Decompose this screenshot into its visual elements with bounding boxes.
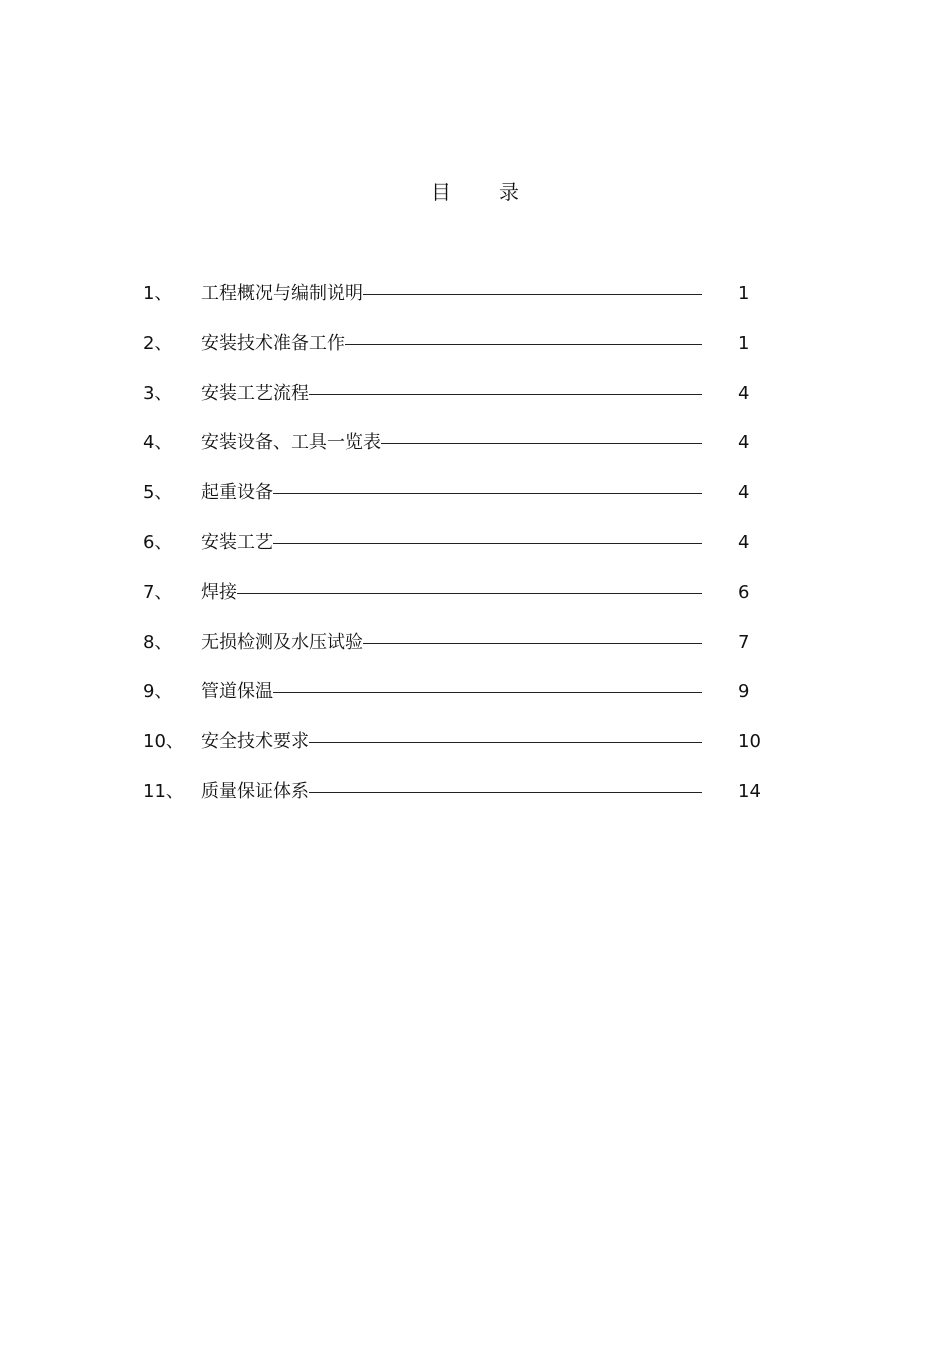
toc-leader-line [363,643,702,644]
toc-entry-number: 2、 [143,332,173,354]
toc-entry-number: 1、 [143,283,173,304]
toc-entry[interactable] [0,678,950,728]
toc-entry-label: 质量保证体系 [201,780,309,802]
toc-entry-number: 4、 [143,432,173,454]
toc-entry-page: 1 [738,332,750,354]
toc-leader-line [273,692,702,693]
toc-entry-page: 6 [738,581,750,603]
toc-entry[interactable] [0,280,950,330]
toc-entry-body [201,728,702,756]
toc-entry[interactable] [0,529,950,579]
toc-leader-line [381,443,702,444]
toc-entry-label: 安装设备、工具一览表 [201,432,381,454]
page-title [0,178,950,206]
toc-entry-page: 4 [738,482,750,504]
toc-entry-page: 10 [738,731,761,753]
toc-entry-body [201,330,702,358]
toc-entry-body [201,678,702,706]
toc-entry-label: 起重设备 [201,482,273,504]
toc-entry-number: 9、 [143,681,173,703]
toc-entry[interactable] [0,429,950,479]
toc-entry-body [201,778,702,806]
toc-leader-line [309,792,702,793]
toc-entry-body [201,429,702,457]
toc-entry-label: 工程概况与编制说明 [201,283,363,304]
toc-entry-label: 安装工艺 [201,531,273,553]
toc-entry[interactable] [0,330,950,380]
toc-entry-number: 5、 [143,482,173,504]
table-of-contents [0,280,950,828]
title-char-1: 目 [431,180,451,204]
toc-entry-label: 管道保温 [201,681,273,703]
toc-entry-page: 4 [738,382,750,404]
toc-leader-line [273,543,702,544]
toc-entry-number: 10、 [143,731,184,753]
toc-entry-number: 6、 [143,531,173,553]
toc-entry-page: 1 [738,283,750,304]
toc-entry-body [201,579,702,607]
toc-entry-page: 4 [738,432,750,454]
toc-entry-body [201,629,702,657]
toc-entry-body [201,280,702,308]
toc-leader-line [273,493,702,494]
toc-entry-body [201,380,702,408]
toc-entry-number: 8、 [143,631,173,653]
toc-leader-line [237,593,702,594]
toc-entry-page: 9 [738,681,750,703]
toc-leader-line [309,742,702,743]
toc-entry[interactable] [0,579,950,629]
toc-leader-line [345,344,702,345]
toc-entry-body [201,479,702,507]
title-char-2: 录 [499,180,519,204]
toc-entry-number: 7、 [143,581,173,603]
toc-entry[interactable] [0,778,950,828]
toc-entry-number: 3、 [143,382,173,404]
toc-entry[interactable] [0,479,950,529]
toc-leader-line [309,394,702,395]
toc-entry-body [201,529,702,557]
toc-entry-page: 4 [738,531,750,553]
toc-entry-number: 11、 [143,780,184,802]
toc-entry-page: 7 [738,631,750,653]
toc-entry-label: 无损检测及水压试验 [201,631,363,653]
toc-entry-label: 安全技术要求 [201,731,309,753]
toc-entry[interactable] [0,380,950,430]
toc-entry-label: 安装工艺流程 [201,382,309,404]
toc-entry-page: 14 [738,780,761,802]
toc-entry-label: 焊接 [201,581,237,603]
toc-entry[interactable] [0,629,950,679]
toc-leader-line [363,294,702,295]
toc-entry[interactable] [0,728,950,778]
toc-entry-label: 安装技术准备工作 [201,332,345,354]
